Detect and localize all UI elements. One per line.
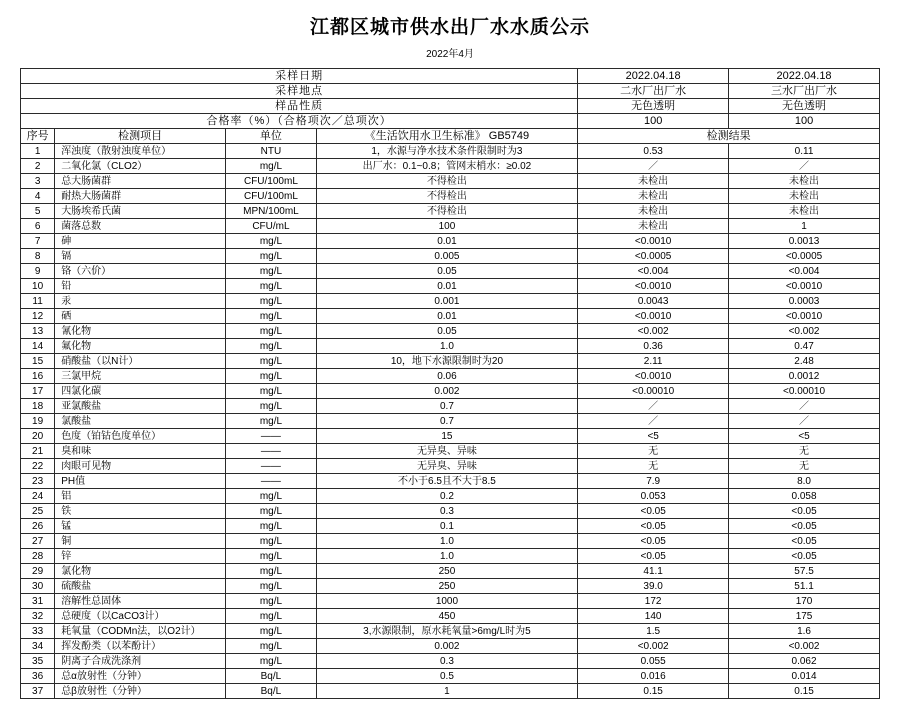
table-row <box>21 234 880 249</box>
cell-unit: Bq/L <box>226 669 317 684</box>
cell-unit: MPN/100mL <box>226 204 317 219</box>
cell-result-plant3: 57.5 <box>729 564 880 579</box>
cell-standard: 0.001 <box>316 294 578 309</box>
cell-result-plant2: 0.016 <box>578 669 729 684</box>
cell-item: 色度（铂钴色度单位） <box>55 429 226 444</box>
cell-unit: CFU/mL <box>226 219 317 234</box>
cell-unit: mg/L <box>226 279 317 294</box>
table-row <box>21 324 880 339</box>
cell-standard: 3,水源限制，原水耗氧量>6mg/L时为5 <box>316 624 578 639</box>
cell-num: 12 <box>21 309 55 324</box>
cell-standard: 0.3 <box>316 504 578 519</box>
cell-item: 总α放射性（分钟） <box>55 669 226 684</box>
cell-result-plant2: 172 <box>578 594 729 609</box>
header-row-sample-nature <box>21 99 880 114</box>
table-row <box>21 159 880 174</box>
cell-unit: mg/L <box>226 519 317 534</box>
cell-item: 挥发酚类（以苯酚计） <box>55 639 226 654</box>
cell-unit: mg/L <box>226 369 317 384</box>
cell-num: 18 <box>21 399 55 414</box>
table-row <box>21 309 880 324</box>
cell-num: 26 <box>21 519 55 534</box>
cell-standard: 250 <box>316 564 578 579</box>
cell-item: 亚氯酸盐 <box>55 399 226 414</box>
cell-result-plant3: <0.002 <box>729 324 880 339</box>
cell-unit: mg/L <box>226 639 317 654</box>
cell-num: 30 <box>21 579 55 594</box>
cell-result-plant3: 51.1 <box>729 579 880 594</box>
cell-item: PH值 <box>55 474 226 489</box>
cell-result-plant2: <0.0010 <box>578 279 729 294</box>
table-row <box>21 579 880 594</box>
column-header-unit: 单位 <box>226 129 317 144</box>
cell-num: 29 <box>21 564 55 579</box>
cell-unit: mg/L <box>226 504 317 519</box>
cell-result-plant3: <0.05 <box>729 534 880 549</box>
cell-standard: 不小于6.5且不大于8.5 <box>316 474 578 489</box>
cell-num: 23 <box>21 474 55 489</box>
table-row <box>21 189 880 204</box>
cell-item: 阴离子合成洗涤剂 <box>55 654 226 669</box>
cell-unit: mg/L <box>226 654 317 669</box>
cell-item: 大肠埃希氏菌 <box>55 204 226 219</box>
cell-result-plant2: 0.15 <box>578 684 729 699</box>
cell-standard: 1 <box>316 684 578 699</box>
cell-num: 24 <box>21 489 55 504</box>
header-label-sampling-location: 采样地点 <box>21 84 578 99</box>
table-row <box>21 174 880 189</box>
cell-num: 8 <box>21 249 55 264</box>
cell-item: 溶解性总固体 <box>55 594 226 609</box>
header-value-plant2-nature: 无色透明 <box>578 99 729 114</box>
cell-result-plant2: 41.1 <box>578 564 729 579</box>
cell-num: 7 <box>21 234 55 249</box>
table-row <box>21 279 880 294</box>
header-value-plant3-location: 三水厂出厂水 <box>729 84 880 99</box>
cell-result-plant3: 8.0 <box>729 474 880 489</box>
cell-unit: mg/L <box>226 414 317 429</box>
cell-result-plant3: 0.014 <box>729 669 880 684</box>
table-row <box>21 204 880 219</box>
cell-unit: mg/L <box>226 624 317 639</box>
cell-standard: 450 <box>316 609 578 624</box>
cell-result-plant3: 0.062 <box>729 654 880 669</box>
cell-result-plant2: 39.0 <box>578 579 729 594</box>
table-row <box>21 429 880 444</box>
header-value-plant2-location: 二水厂出厂水 <box>578 84 729 99</box>
cell-result-plant3: ／ <box>729 399 880 414</box>
table-row <box>21 219 880 234</box>
cell-result-plant2: <0.05 <box>578 534 729 549</box>
cell-result-plant3: <0.0010 <box>729 309 880 324</box>
cell-unit: —— <box>226 444 317 459</box>
cell-result-plant2: <0.05 <box>578 504 729 519</box>
cell-item: 砷 <box>55 234 226 249</box>
cell-result-plant2: 未检出 <box>578 174 729 189</box>
cell-num: 32 <box>21 609 55 624</box>
cell-standard: 0.002 <box>316 639 578 654</box>
cell-num: 33 <box>21 624 55 639</box>
header-row-sampling-date <box>21 69 880 84</box>
header-value-plant3-nature: 无色透明 <box>729 99 880 114</box>
cell-item: 汞 <box>55 294 226 309</box>
cell-result-plant2: <0.002 <box>578 324 729 339</box>
cell-result-plant3: <0.00010 <box>729 384 880 399</box>
table-row <box>21 264 880 279</box>
table-row <box>21 369 880 384</box>
cell-unit: mg/L <box>226 384 317 399</box>
cell-num: 37 <box>21 684 55 699</box>
table-row <box>21 354 880 369</box>
cell-unit: —— <box>226 429 317 444</box>
table-row <box>21 399 880 414</box>
cell-num: 34 <box>21 639 55 654</box>
cell-item: 氯化物 <box>55 564 226 579</box>
cell-item: 硝酸盐（以N计） <box>55 354 226 369</box>
table-row <box>21 654 880 669</box>
cell-result-plant3: 未检出 <box>729 174 880 189</box>
cell-standard: 0.005 <box>316 249 578 264</box>
cell-standard: 1000 <box>316 594 578 609</box>
cell-result-plant3: <0.002 <box>729 639 880 654</box>
column-header-standard: 《生活饮用水卫生标准》 GB5749 <box>316 129 578 144</box>
column-header-item: 检测项目 <box>55 129 226 144</box>
cell-result-plant2: 1.5 <box>578 624 729 639</box>
cell-standard: 0.2 <box>316 489 578 504</box>
cell-result-plant2: 0.053 <box>578 489 729 504</box>
column-header-num: 序号 <box>21 129 55 144</box>
table-row <box>21 414 880 429</box>
document-page <box>0 12 900 723</box>
header-value-plant3-date: 2022.04.18 <box>729 69 880 84</box>
cell-item: 氯酸盐 <box>55 414 226 429</box>
cell-num: 4 <box>21 189 55 204</box>
cell-result-plant2: 无 <box>578 444 729 459</box>
cell-result-plant2: <0.05 <box>578 549 729 564</box>
header-row-pass-rate <box>21 114 880 129</box>
cell-num: 10 <box>21 279 55 294</box>
cell-unit: mg/L <box>226 264 317 279</box>
cell-item: 二氧化氯（CLO2） <box>55 159 226 174</box>
table-row <box>21 339 880 354</box>
cell-result-plant3: 0.11 <box>729 144 880 159</box>
cell-result-plant2: 无 <box>578 459 729 474</box>
cell-standard: 0.7 <box>316 414 578 429</box>
cell-standard: 0.05 <box>316 324 578 339</box>
cell-num: 21 <box>21 444 55 459</box>
cell-standard: 1.0 <box>316 534 578 549</box>
cell-result-plant3: 0.47 <box>729 339 880 354</box>
cell-result-plant2: <0.004 <box>578 264 729 279</box>
cell-result-plant2: <0.0005 <box>578 249 729 264</box>
cell-result-plant3: 0.0012 <box>729 369 880 384</box>
cell-result-plant2: 140 <box>578 609 729 624</box>
table-body <box>21 69 880 699</box>
cell-item: 硫酸盐 <box>55 579 226 594</box>
cell-result-plant2: 未检出 <box>578 204 729 219</box>
cell-num: 16 <box>21 369 55 384</box>
cell-result-plant2: ／ <box>578 414 729 429</box>
cell-unit: CFU/100mL <box>226 174 317 189</box>
table-row <box>21 474 880 489</box>
cell-item: 铬（六价） <box>55 264 226 279</box>
cell-item: 臭和味 <box>55 444 226 459</box>
table-row <box>21 564 880 579</box>
cell-result-plant2: <0.05 <box>578 519 729 534</box>
cell-result-plant3: <0.05 <box>729 549 880 564</box>
cell-result-plant3: 无 <box>729 444 880 459</box>
cell-item: 菌落总数 <box>55 219 226 234</box>
cell-item: 氰化物 <box>55 324 226 339</box>
cell-standard: 0.05 <box>316 264 578 279</box>
cell-result-plant3: 175 <box>729 609 880 624</box>
cell-item: 总硬度（以CaCO3计） <box>55 609 226 624</box>
cell-item: 四氯化碳 <box>55 384 226 399</box>
cell-num: 22 <box>21 459 55 474</box>
cell-unit: NTU <box>226 144 317 159</box>
cell-result-plant3: 170 <box>729 594 880 609</box>
cell-result-plant3: 2.48 <box>729 354 880 369</box>
table-row <box>21 594 880 609</box>
table-row <box>21 534 880 549</box>
table-row <box>21 609 880 624</box>
cell-result-plant3: <0.0005 <box>729 249 880 264</box>
header-label-pass-rate: 合格率（%）（合格项次／总项次） <box>21 114 578 129</box>
cell-result-plant3: 无 <box>729 459 880 474</box>
cell-result-plant2: ／ <box>578 399 729 414</box>
cell-item: 铁 <box>55 504 226 519</box>
cell-item: 耐热大肠菌群 <box>55 189 226 204</box>
cell-unit: mg/L <box>226 234 317 249</box>
table-row <box>21 384 880 399</box>
header-label-sample-nature: 样品性质 <box>21 99 578 114</box>
cell-result-plant2: 未检出 <box>578 219 729 234</box>
cell-unit: —— <box>226 474 317 489</box>
cell-result-plant3: <0.0010 <box>729 279 880 294</box>
table-row <box>21 639 880 654</box>
cell-item: 铜 <box>55 534 226 549</box>
cell-item: 锌 <box>55 549 226 564</box>
cell-unit: mg/L <box>226 564 317 579</box>
cell-num: 31 <box>21 594 55 609</box>
cell-standard: 1，水源与净水技术条件限制时为3 <box>316 144 578 159</box>
table-row <box>21 549 880 564</box>
cell-unit: mg/L <box>226 294 317 309</box>
cell-num: 3 <box>21 174 55 189</box>
table-row <box>21 684 880 699</box>
cell-unit: mg/L <box>226 534 317 549</box>
column-header-result: 检测结果 <box>578 129 880 144</box>
cell-standard: 0.01 <box>316 309 578 324</box>
cell-standard: 250 <box>316 579 578 594</box>
cell-standard: 1.0 <box>316 339 578 354</box>
table-row <box>21 624 880 639</box>
cell-result-plant2: <5 <box>578 429 729 444</box>
cell-standard: 无异臭、异味 <box>316 444 578 459</box>
cell-num: 35 <box>21 654 55 669</box>
cell-unit: mg/L <box>226 609 317 624</box>
column-header-row <box>21 129 880 144</box>
table-row <box>21 519 880 534</box>
cell-standard: 0.01 <box>316 279 578 294</box>
cell-result-plant2: <0.00010 <box>578 384 729 399</box>
cell-item: 总大肠菌群 <box>55 174 226 189</box>
cell-result-plant2: ／ <box>578 159 729 174</box>
cell-num: 36 <box>21 669 55 684</box>
cell-unit: Bq/L <box>226 684 317 699</box>
water-quality-table <box>20 68 880 699</box>
cell-result-plant2: 0.53 <box>578 144 729 159</box>
cell-result-plant2: <0.002 <box>578 639 729 654</box>
cell-item: 总β放射性（分钟） <box>55 684 226 699</box>
cell-num: 27 <box>21 534 55 549</box>
page-title: 江都区城市供水出厂水水质公示 <box>309 17 590 38</box>
cell-item: 氟化物 <box>55 339 226 354</box>
cell-result-plant2: <0.0010 <box>578 234 729 249</box>
cell-result-plant2: 7.9 <box>578 474 729 489</box>
cell-unit: mg/L <box>226 354 317 369</box>
cell-result-plant2: 未检出 <box>578 189 729 204</box>
cell-result-plant2: 0.055 <box>578 654 729 669</box>
cell-num: 13 <box>21 324 55 339</box>
cell-result-plant3: 0.15 <box>729 684 880 699</box>
cell-standard: 无异臭、异味 <box>316 459 578 474</box>
cell-result-plant3: <0.05 <box>729 519 880 534</box>
cell-num: 25 <box>21 504 55 519</box>
cell-item: 三氯甲烷 <box>55 369 226 384</box>
cell-unit: mg/L <box>226 579 317 594</box>
cell-result-plant2: 0.36 <box>578 339 729 354</box>
cell-standard: 0.1 <box>316 519 578 534</box>
cell-result-plant3: <0.05 <box>729 504 880 519</box>
cell-result-plant3: ／ <box>729 159 880 174</box>
cell-result-plant3: ／ <box>729 414 880 429</box>
cell-item: 肉眼可见物 <box>55 459 226 474</box>
header-row-sampling-location <box>21 84 880 99</box>
cell-unit: CFU/100mL <box>226 189 317 204</box>
cell-unit: mg/L <box>226 159 317 174</box>
cell-standard: 0.01 <box>316 234 578 249</box>
cell-standard: 0.7 <box>316 399 578 414</box>
cell-num: 2 <box>21 159 55 174</box>
cell-result-plant3: 未检出 <box>729 204 880 219</box>
cell-result-plant3: <0.004 <box>729 264 880 279</box>
cell-item: 铝 <box>55 489 226 504</box>
cell-result-plant2: 2.11 <box>578 354 729 369</box>
cell-num: 17 <box>21 384 55 399</box>
cell-item: 浑浊度（散射浊度单位） <box>55 144 226 159</box>
cell-num: 11 <box>21 294 55 309</box>
cell-num: 15 <box>21 354 55 369</box>
page-subtitle: 2022年4月 <box>426 49 474 60</box>
cell-item: 硒 <box>55 309 226 324</box>
table-row <box>21 489 880 504</box>
cell-unit: mg/L <box>226 249 317 264</box>
cell-result-plant2: <0.0010 <box>578 369 729 384</box>
cell-standard: 不得检出 <box>316 174 578 189</box>
cell-result-plant3: <5 <box>729 429 880 444</box>
cell-result-plant3: 未检出 <box>729 189 880 204</box>
table-row <box>21 294 880 309</box>
cell-result-plant2: <0.0010 <box>578 309 729 324</box>
table-row <box>21 144 880 159</box>
cell-result-plant2: 0.0043 <box>578 294 729 309</box>
cell-result-plant3: 1 <box>729 219 880 234</box>
cell-num: 14 <box>21 339 55 354</box>
cell-item: 铅 <box>55 279 226 294</box>
cell-num: 1 <box>21 144 55 159</box>
table-row <box>21 249 880 264</box>
cell-item: 锰 <box>55 519 226 534</box>
cell-unit: mg/L <box>226 594 317 609</box>
cell-standard: 100 <box>316 219 578 234</box>
cell-standard: 不得检出 <box>316 189 578 204</box>
table-row <box>21 444 880 459</box>
header-value-plant2-passrate: 100 <box>578 114 729 129</box>
cell-standard: 10，地下水源限制时为20 <box>316 354 578 369</box>
cell-standard: 0.3 <box>316 654 578 669</box>
cell-standard: 1.0 <box>316 549 578 564</box>
cell-unit: mg/L <box>226 549 317 564</box>
header-label-sampling-date: 采样日期 <box>21 69 578 84</box>
cell-unit: mg/L <box>226 324 317 339</box>
cell-result-plant3: 0.0013 <box>729 234 880 249</box>
cell-result-plant3: 0.058 <box>729 489 880 504</box>
cell-item: 镉 <box>55 249 226 264</box>
cell-unit: mg/L <box>226 399 317 414</box>
cell-num: 5 <box>21 204 55 219</box>
cell-standard: 不得检出 <box>316 204 578 219</box>
cell-num: 19 <box>21 414 55 429</box>
cell-num: 9 <box>21 264 55 279</box>
header-value-plant3-passrate: 100 <box>729 114 880 129</box>
cell-standard: 0.06 <box>316 369 578 384</box>
cell-standard: 出厂水：0.1~0.8；管网末梢水：≥0.02 <box>316 159 578 174</box>
table-row <box>21 459 880 474</box>
cell-unit: —— <box>226 459 317 474</box>
header-value-plant2-date: 2022.04.18 <box>578 69 729 84</box>
cell-unit: mg/L <box>226 309 317 324</box>
cell-result-plant3: 0.0003 <box>729 294 880 309</box>
cell-unit: mg/L <box>226 489 317 504</box>
cell-standard: 0.002 <box>316 384 578 399</box>
table-row <box>21 669 880 684</box>
cell-unit: mg/L <box>226 339 317 354</box>
cell-item: 耗氧量（CODMn法，以O2计） <box>55 624 226 639</box>
cell-result-plant3: 1.6 <box>729 624 880 639</box>
cell-standard: 15 <box>316 429 578 444</box>
cell-num: 28 <box>21 549 55 564</box>
table-row <box>21 504 880 519</box>
cell-num: 6 <box>21 219 55 234</box>
cell-standard: 0.5 <box>316 669 578 684</box>
cell-num: 20 <box>21 429 55 444</box>
